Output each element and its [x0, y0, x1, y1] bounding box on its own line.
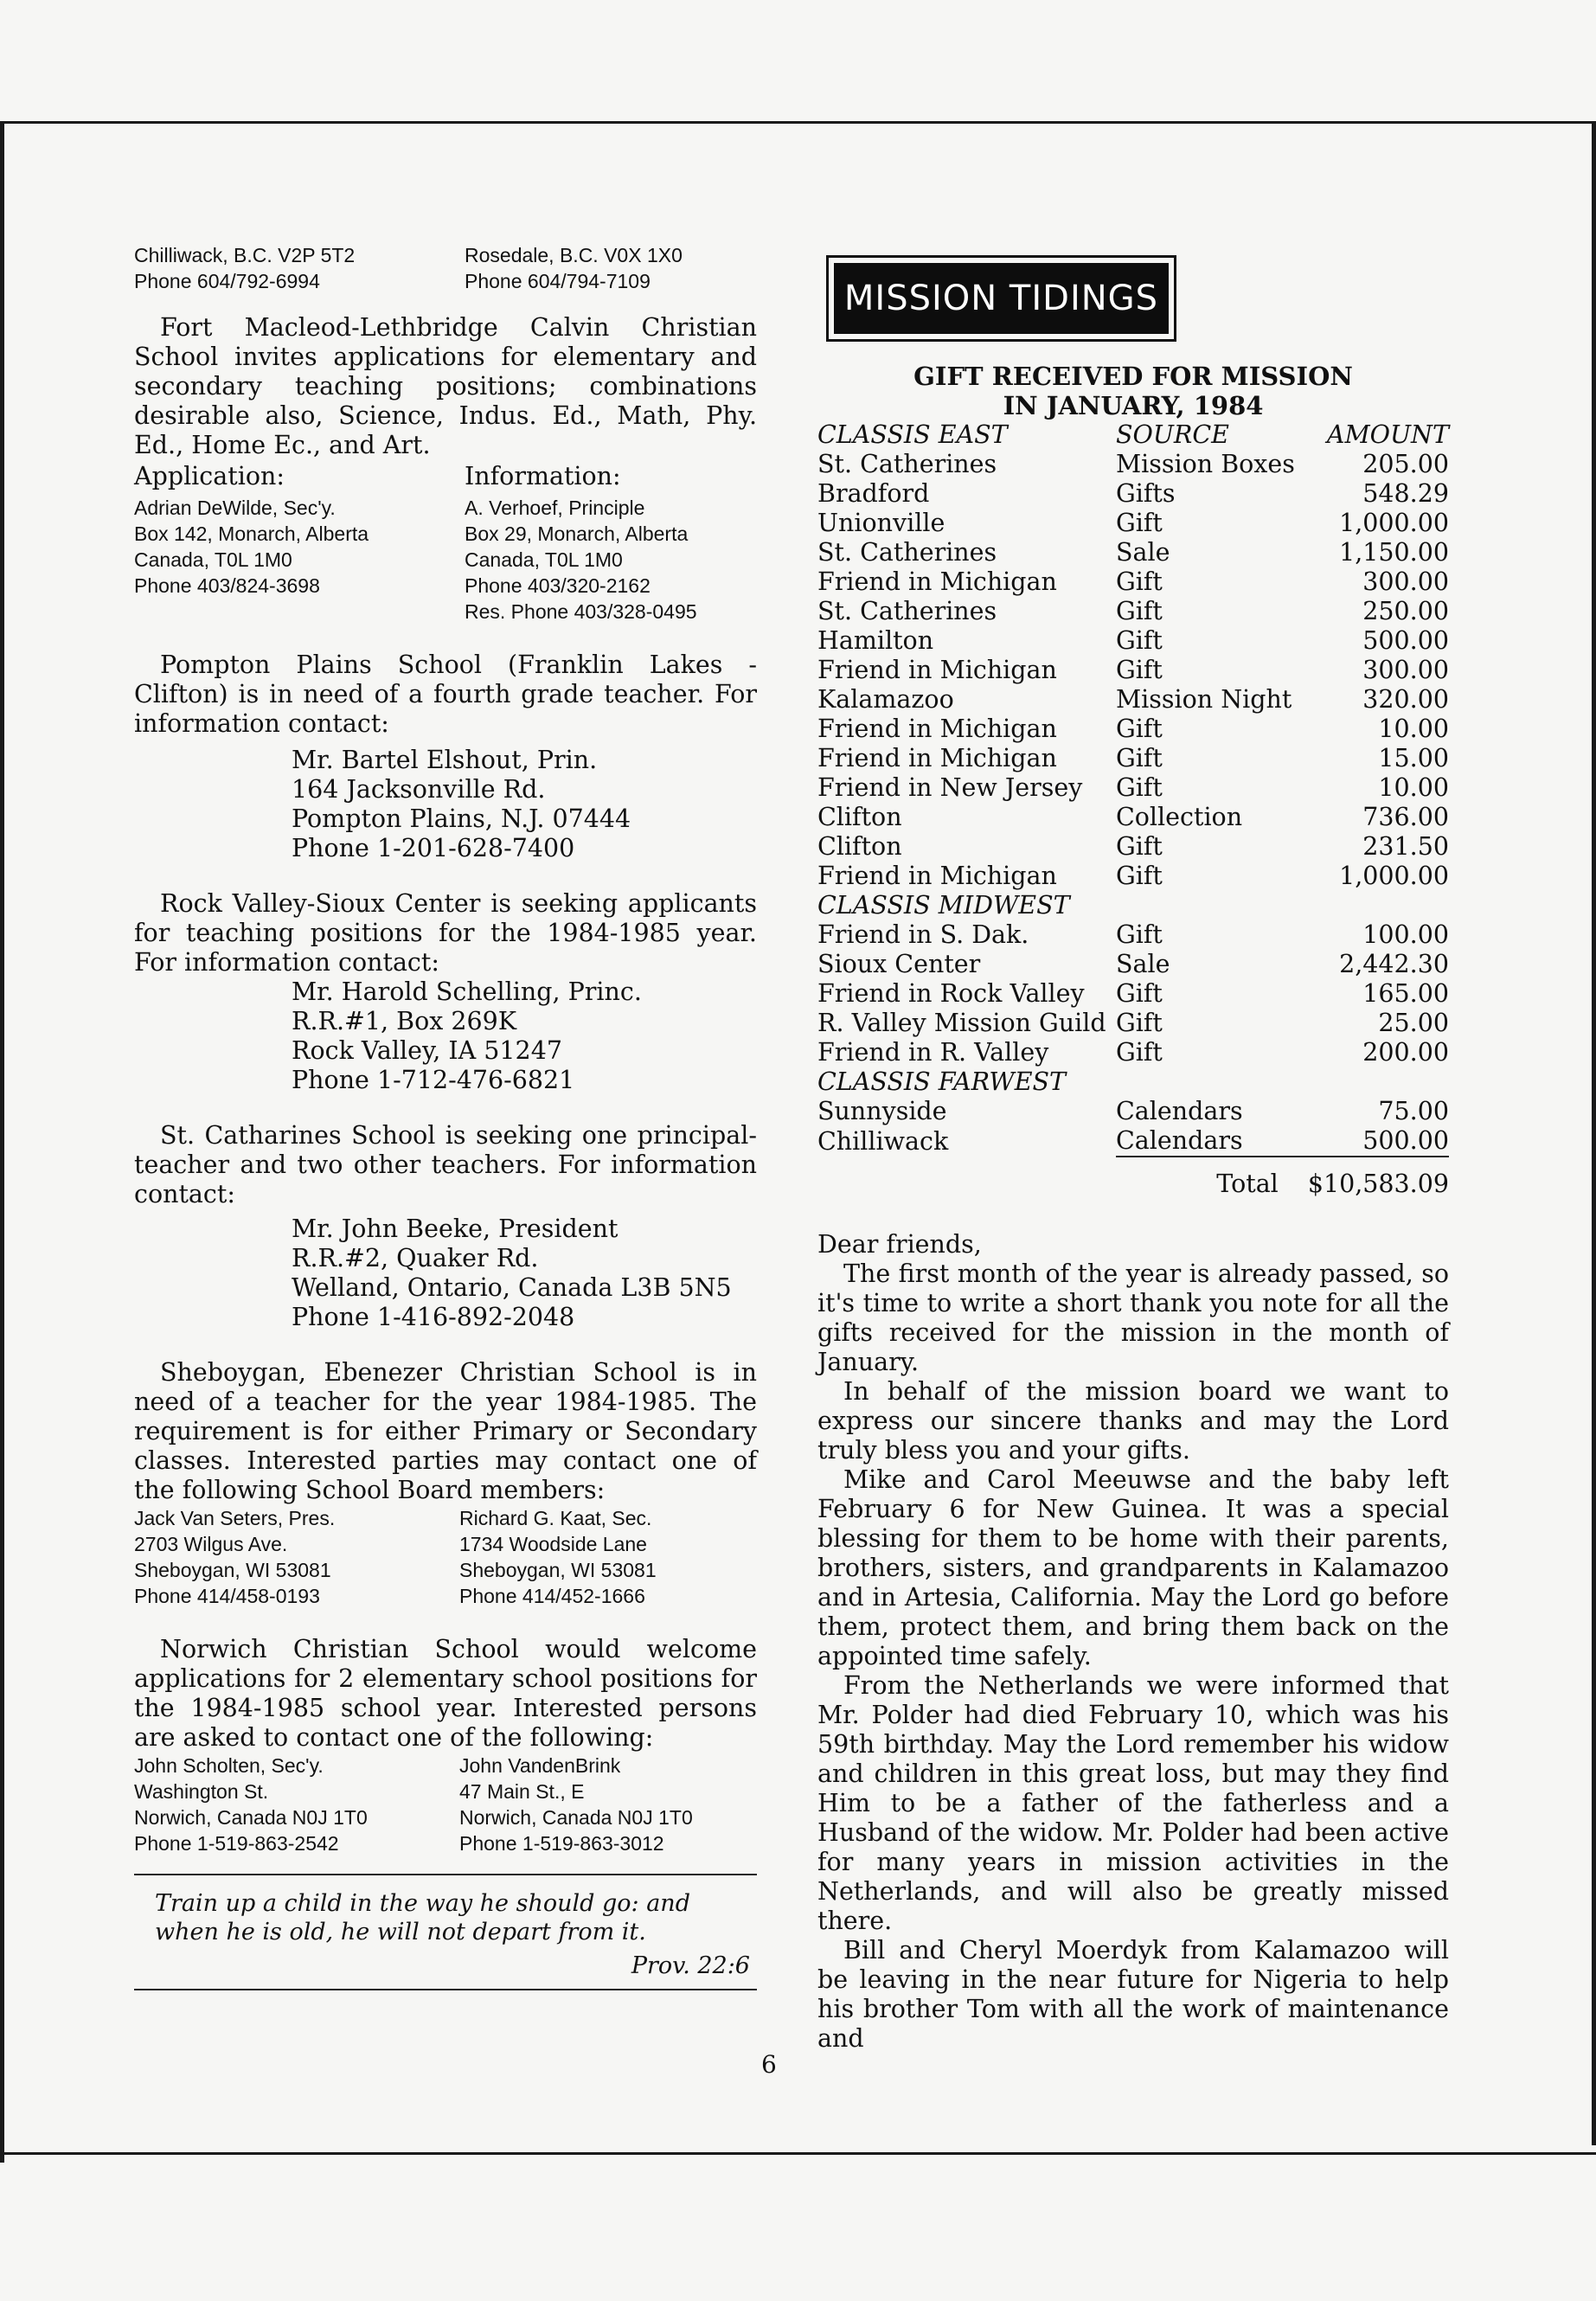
- scan-border-left: [0, 121, 4, 2163]
- rock-valley-contact: Mr. Harold Schelling, Princ. R.R.#1, Box 269K Rock Valley, IA 51247 Phone 1-712-476-6821: [292, 977, 642, 1094]
- top-address-left: Chilliwack, B.C. V2P 5T2 Phone 604/792-6994: [134, 244, 356, 292]
- norwich-contacts: [134, 1753, 757, 1856]
- gift-row: St. Catherines Mission Boxes 205.00: [817, 450, 1449, 478]
- st-catharines-ad: St. Catharines School is seeking one principal-teacher and two other teachers. For information contact:: [134, 1121, 757, 1208]
- gift-row: St. Catherines Gift 250.00: [817, 597, 1449, 625]
- right-column: [817, 362, 1449, 2054]
- norwich-contact-right: John VandenBrink 47 Main St., E Norwich, Canada N0J 1T0 Phone 1-519-863-3012: [459, 1754, 693, 1855]
- gift-row: St. Catherines Sale 1,150.00: [817, 538, 1449, 567]
- fort-macleod-contacts: [134, 495, 757, 625]
- gift-row: Unionville Gift 1,000.00: [817, 509, 1449, 537]
- gift-row: Friend in Michigan Gift 10.00: [817, 715, 1449, 743]
- pompton-contact: Mr. Bartel Elshout, Prin. 164 Jacksonville Rd. Pompton Plains, N.J. 07444 Phone 1-201-628-7400: [292, 746, 631, 862]
- letter: [817, 1230, 1449, 2054]
- sheboygan-contacts: [134, 1505, 757, 1609]
- top-address-right: Rosedale, B.C. V0X 1X0 Phone 604/794-7109: [465, 244, 683, 292]
- gift-row: Friend in Michigan Gift 15.00: [817, 744, 1449, 772]
- letter-paragraph: From the Netherlands we were informed that Mr. Polder had died February 10, which was his 59th birthday. May the Lord remember his widow and children in this great loss, but may they find Him to be a father of the fatherless and a Husband of the widow. Mr. Polder had been active for many years in mission activities in the Netherlands, and will also be greatly missed there.: [817, 1671, 1449, 1935]
- total-label: Total: [1116, 1157, 1308, 1199]
- gift-title: GIFT RECEIVED FOR MISSION IN JANUARY, 1984: [913, 362, 1353, 420]
- norwich-contact-left: John Scholten, Sec'y. Washington St. Norwich, Canada N0J 1T0 Phone 1-519-863-2542: [134, 1754, 368, 1855]
- mission-tidings-banner: [826, 255, 1176, 342]
- letter-paragraph: In behalf of the mission board we want to express our sincere thanks and may the Lord truly bless you and your gifts.: [817, 1377, 1449, 1465]
- gift-row: R. Valley Mission Guild Gift 25.00: [817, 1009, 1449, 1037]
- gift-row: Friend in Rock Valley Gift 165.00: [817, 979, 1449, 1008]
- gift-row: Friend in Michigan Gift 300.00: [817, 656, 1449, 684]
- gift-row: Friend in S. Dak. Gift 100.00: [817, 920, 1449, 949]
- gift-row: Friend in R. Valley Gift 200.00: [817, 1038, 1449, 1067]
- gift-row: Sioux Center Sale 2,442.30: [817, 950, 1449, 978]
- scan-border-right: [1592, 121, 1596, 2145]
- scan-border-bottom: [0, 2152, 1596, 2155]
- gift-row: Hamilton Gift 500.00: [817, 626, 1449, 655]
- pompton-ad: Pompton Plains School (Franklin Lakes - Clifton) is in need of a fourth grade teacher. For information contact:: [134, 651, 757, 738]
- gift-table: [817, 420, 1449, 1199]
- gift-total-row: [817, 1157, 1449, 1199]
- fort-macleod-application: Adrian DeWilde, Sec'y. Box 142, Monarch, Alberta Canada, T0L 1M0 Phone 403/824-3698: [134, 497, 369, 597]
- sheboygan-contact-left: Jack Van Seters, Pres. 2703 Wilgus Ave. Sheboygan, WI 53081 Phone 414/458-0193: [134, 1507, 336, 1607]
- page-number: 6: [761, 2050, 777, 2079]
- banner-title: MISSION TIDINGS: [834, 263, 1169, 334]
- letter-paragraph: The first month of the year is already passed, so it's time to write a short thank you note for all the gifts received for the mission in the month of January.: [817, 1259, 1449, 1376]
- classis-farwest-label: CLASSIS FARWEST: [817, 1067, 1067, 1096]
- fort-macleod-ad: Fort Macleod-Lethbridge Calvin Christian School invites applications for elementary and secondary teaching positions; combinations desirable also, Science, Indus. Ed., Math, Phy. Ed., Home Ec., and Art.: [134, 313, 757, 459]
- gift-header-row: CLASSIS EAST SOURCE AMOUNT: [817, 420, 1449, 449]
- gift-row: Chilliwack Calendars 500.00: [817, 1126, 1449, 1156]
- scripture-quote: [134, 1874, 757, 1990]
- letter-paragraph: Bill and Cheryl Moerdyk from Kalamazoo will be leaving in the near future for Nigeria to help his brother Tom with all the work of maintenance and: [817, 1936, 1449, 2053]
- rock-valley-ad: Rock Valley-Sioux Center is seeking applicants for teaching positions for the 1984-1985 year. For information contact:: [134, 889, 757, 977]
- gift-row: Friend in Michigan Gift 300.00: [817, 567, 1449, 596]
- left-column: [134, 242, 757, 1990]
- fort-macleod-labels: Application: Information:: [134, 462, 621, 490]
- gift-row: Clifton Collection 736.00: [817, 803, 1449, 831]
- classis-midwest-label: CLASSIS MIDWEST: [817, 891, 1070, 920]
- fort-macleod-information: A. Verhoef, Principle Box 29, Monarch, Alberta Canada, T0L 1M0 Phone 403/320-2162 Res. Phone 403/328-0495: [465, 497, 697, 623]
- letter-paragraph: Mike and Carol Meeuwse and the baby left February 6 for New Guinea. It was a special blessing for them to be home with their parents, brothers, sisters, and grandparents in Kalamazoo and in Artesia, California. May the Lord go before them, protect them, and bring them back on the appointed time safely.: [817, 1465, 1449, 1670]
- norwich-ad: Norwich Christian School would welcome applications for 2 elementary school positions for the 1984-1985 school year. Interested persons are asked to contact one of the following:: [134, 1635, 757, 1752]
- letter-salutation: Dear friends,: [817, 1230, 982, 1259]
- gift-row: Sunnyside Calendars 75.00: [817, 1097, 1449, 1125]
- gift-row: Kalamazoo Mission Night 320.00: [817, 685, 1449, 714]
- gift-row: Clifton Gift 231.50: [817, 832, 1449, 861]
- gift-row: Friend in Michigan Gift 1,000.00: [817, 862, 1449, 890]
- quote-reference: Prov. 22:6: [631, 1952, 750, 1979]
- gift-row: Friend in New Jersey Gift 10.00: [817, 773, 1449, 802]
- scan-border-top: [0, 121, 1596, 124]
- total-value: $10,583.09: [1308, 1157, 1449, 1199]
- st-catharines-contact: Mr. John Beeke, President R.R.#2, Quaker Rd. Welland, Ontario, Canada L3B 5N5 Phone 1-416-892-2048: [292, 1215, 732, 1331]
- sheboygan-contact-right: Richard G. Kaat, Sec. 1734 Woodside Lane Sheboygan, WI 53081 Phone 414/452-1666: [459, 1507, 657, 1607]
- gift-row: Bradford Gifts 548.29: [817, 479, 1449, 508]
- sheboygan-ad: Sheboygan, Ebenezer Christian School is in need of a teacher for the year 1984-1985. The requirement is for either Primary or Secondary classes. Interested parties may contact one of the following School Board members:: [134, 1358, 757, 1504]
- top-addresses: [134, 242, 757, 294]
- quote-text: Train up a child in the way he should go: and when he is old, he will not depart from it.: [155, 1890, 690, 1945]
